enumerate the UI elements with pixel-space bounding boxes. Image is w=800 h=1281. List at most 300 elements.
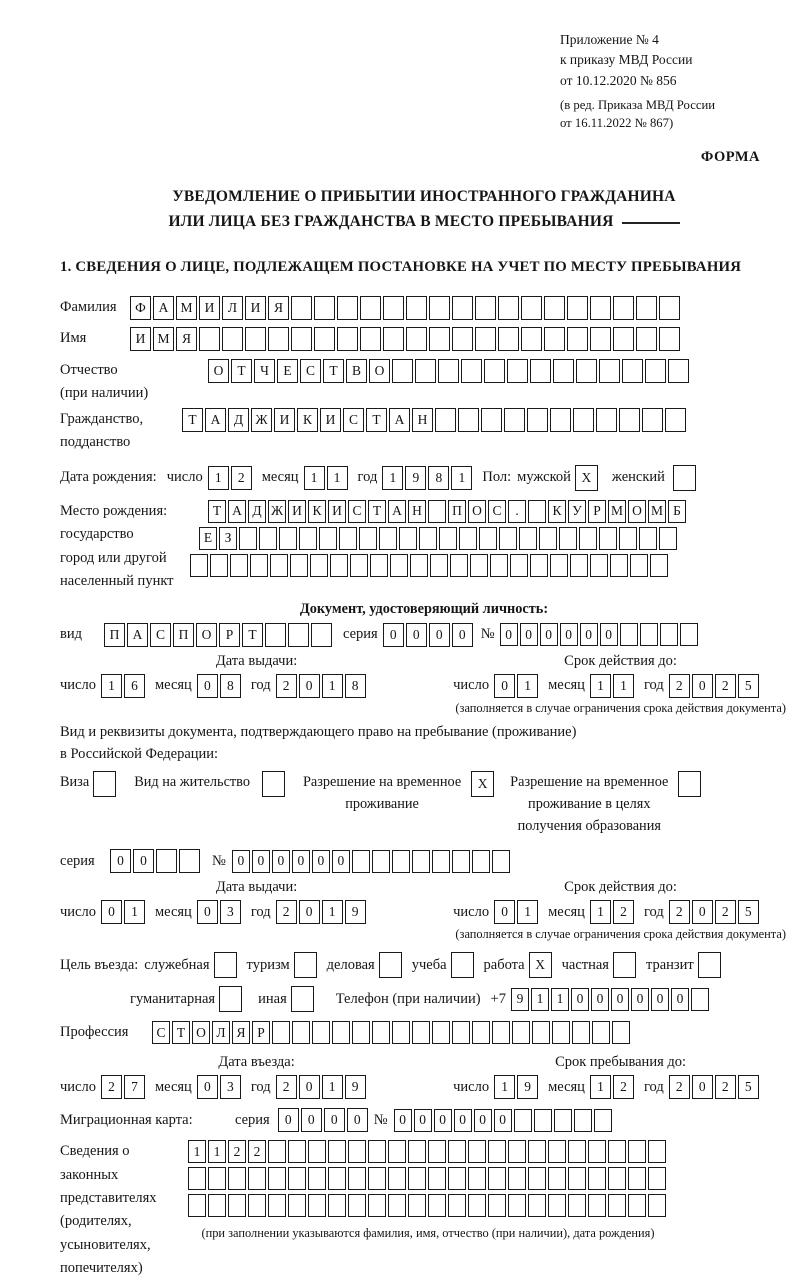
given-name-cell[interactable]: М — [153, 327, 174, 351]
profession-cell[interactable] — [352, 1021, 370, 1044]
residence-issue-day-cell[interactable]: 1 — [124, 900, 145, 924]
residence-issue-year-cell[interactable]: 1 — [322, 900, 343, 924]
purpose-tourism-checkbox[interactable] — [294, 952, 317, 978]
birth-place-cell[interactable]: Р — [588, 500, 606, 523]
entry-day-cell[interactable]: 2 — [101, 1075, 122, 1099]
representatives-cell[interactable] — [348, 1194, 366, 1217]
birth-place-cell[interactable] — [528, 500, 546, 523]
representatives-cell[interactable] — [628, 1167, 646, 1190]
patronymic-cell[interactable] — [392, 359, 413, 383]
identity-issue-day-cell[interactable]: 1 — [101, 674, 122, 698]
phone-cell[interactable]: 0 — [631, 988, 649, 1011]
identity-valid-day-cell[interactable]: 0 — [494, 674, 515, 698]
birth-place-cell[interactable] — [659, 527, 677, 550]
given-name-cell[interactable]: И — [130, 327, 151, 351]
surname-cell[interactable] — [659, 296, 680, 320]
birth-place-cell[interactable]: М — [648, 500, 666, 523]
patronymic-cell[interactable] — [599, 359, 620, 383]
residence-number-cell[interactable]: 0 — [272, 850, 290, 873]
representatives-cell[interactable] — [528, 1167, 546, 1190]
birth-place-cell[interactable] — [559, 527, 577, 550]
migration-series-cell[interactable]: 0 — [324, 1108, 345, 1132]
residence-number-cell[interactable] — [492, 850, 510, 873]
given-name-cell[interactable] — [337, 327, 358, 351]
representatives-cell[interactable] — [628, 1140, 646, 1163]
given-name-cell[interactable] — [475, 327, 496, 351]
phone-cell[interactable]: 0 — [571, 988, 589, 1011]
representatives-cell[interactable] — [288, 1194, 306, 1217]
residence-number-cell[interactable]: 0 — [292, 850, 310, 873]
representatives-cell[interactable] — [648, 1140, 666, 1163]
representatives-cell[interactable] — [428, 1140, 446, 1163]
migration-number-cell[interactable] — [594, 1109, 612, 1132]
residence-valid-month-cell[interactable]: 1 — [590, 900, 611, 924]
birth-place-cell[interactable] — [230, 554, 248, 577]
representatives-cell[interactable] — [308, 1194, 326, 1217]
identity-kind-cell[interactable]: О — [196, 623, 217, 647]
identity-valid-month-cell[interactable]: 1 — [613, 674, 634, 698]
representatives-cell[interactable] — [288, 1167, 306, 1190]
citizenship-cell[interactable]: Н — [412, 408, 433, 432]
patronymic-cell[interactable] — [530, 359, 551, 383]
identity-issue-month-cell[interactable]: 0 — [197, 674, 218, 698]
phone-cell[interactable]: 0 — [671, 988, 689, 1011]
birth-year-cell[interactable]: 1 — [382, 466, 403, 490]
representatives-cell[interactable] — [408, 1194, 426, 1217]
identity-series-cell[interactable]: 0 — [383, 623, 404, 647]
residence-number-cell[interactable]: 0 — [312, 850, 330, 873]
birth-place-cell[interactable]: А — [228, 500, 246, 523]
patronymic-cell[interactable]: С — [300, 359, 321, 383]
residence-number-cell[interactable]: 0 — [332, 850, 350, 873]
representatives-cell[interactable] — [468, 1194, 486, 1217]
given-name-cell[interactable] — [613, 327, 634, 351]
birth-place-cell[interactable] — [410, 554, 428, 577]
stay-until-day-cell[interactable]: 1 — [494, 1075, 515, 1099]
representatives-cell[interactable] — [368, 1194, 386, 1217]
identity-kind-cell[interactable] — [311, 623, 332, 647]
residence-series-cell[interactable] — [156, 849, 177, 873]
given-name-cell[interactable] — [544, 327, 565, 351]
stay-until-year-cell[interactable]: 0 — [692, 1075, 713, 1099]
identity-series-cell[interactable]: 0 — [452, 623, 473, 647]
purpose-other-checkbox[interactable] — [291, 986, 314, 1012]
surname-cell[interactable] — [521, 296, 542, 320]
given-name-cell[interactable] — [659, 327, 680, 351]
residence-number-cell[interactable] — [472, 850, 490, 873]
birth-place-cell[interactable] — [359, 527, 377, 550]
birth-place-cell[interactable] — [259, 527, 277, 550]
patronymic-cell[interactable] — [507, 359, 528, 383]
entry-year-cell[interactable]: 1 — [322, 1075, 343, 1099]
representatives-cell[interactable] — [568, 1167, 586, 1190]
migration-number-cell[interactable] — [534, 1109, 552, 1132]
profession-cell[interactable] — [392, 1021, 410, 1044]
residence-valid-year-cell[interactable]: 0 — [692, 900, 713, 924]
entry-year-cell[interactable]: 9 — [345, 1075, 366, 1099]
residence-number-cell[interactable] — [352, 850, 370, 873]
patronymic-cell[interactable]: Т — [231, 359, 252, 383]
residence-series-cell[interactable]: 0 — [133, 849, 154, 873]
temp-residence-checkbox[interactable]: X — [471, 771, 494, 797]
representatives-cell[interactable] — [408, 1167, 426, 1190]
patronymic-cell[interactable] — [645, 359, 666, 383]
stay-until-month-cell[interactable]: 1 — [590, 1075, 611, 1099]
birth-place-cell[interactable] — [570, 554, 588, 577]
representatives-cell[interactable] — [268, 1167, 286, 1190]
given-name-cell[interactable] — [268, 327, 289, 351]
representatives-cell[interactable] — [188, 1167, 206, 1190]
surname-cell[interactable] — [314, 296, 335, 320]
visa-checkbox[interactable] — [93, 771, 116, 797]
birth-place-cell[interactable] — [270, 554, 288, 577]
patronymic-cell[interactable] — [438, 359, 459, 383]
representatives-cell[interactable] — [508, 1140, 526, 1163]
purpose-humanitarian-checkbox[interactable] — [219, 986, 242, 1012]
surname-cell[interactable]: Я — [268, 296, 289, 320]
residence-valid-month-cell[interactable]: 2 — [613, 900, 634, 924]
birth-place-cell[interactable] — [490, 554, 508, 577]
representatives-cell[interactable] — [448, 1194, 466, 1217]
birth-day-cell[interactable]: 1 — [208, 466, 229, 490]
given-name-cell[interactable]: Я — [176, 327, 197, 351]
profession-cell[interactable] — [372, 1021, 390, 1044]
birth-place-cell[interactable] — [619, 527, 637, 550]
surname-cell[interactable] — [613, 296, 634, 320]
phone-cell[interactable]: 9 — [511, 988, 529, 1011]
representatives-cell[interactable] — [608, 1167, 626, 1190]
purpose-official-checkbox[interactable] — [214, 952, 237, 978]
migration-series-cell[interactable]: 0 — [278, 1108, 299, 1132]
birth-year-cell[interactable]: 8 — [428, 466, 449, 490]
profession-cell[interactable] — [272, 1021, 290, 1044]
representatives-cell[interactable] — [628, 1194, 646, 1217]
purpose-transit-checkbox[interactable] — [698, 952, 721, 978]
birth-place-cell[interactable]: К — [548, 500, 566, 523]
birth-place-cell[interactable] — [639, 527, 657, 550]
representatives-cell[interactable]: 2 — [228, 1140, 246, 1163]
representatives-cell[interactable] — [568, 1194, 586, 1217]
migration-series-cell[interactable]: 0 — [301, 1108, 322, 1132]
representatives-cell[interactable] — [488, 1167, 506, 1190]
representatives-cell[interactable] — [228, 1167, 246, 1190]
representatives-cell[interactable] — [648, 1167, 666, 1190]
representatives-cell[interactable] — [248, 1194, 266, 1217]
representatives-cell[interactable] — [428, 1167, 446, 1190]
citizenship-cell[interactable] — [619, 408, 640, 432]
migration-number-cell[interactable]: 0 — [474, 1109, 492, 1132]
birth-place-cell[interactable] — [450, 554, 468, 577]
profession-cell[interactable] — [532, 1021, 550, 1044]
representatives-cell[interactable] — [468, 1140, 486, 1163]
citizenship-cell[interactable]: С — [343, 408, 364, 432]
identity-number-cell[interactable]: 0 — [500, 623, 518, 646]
birth-place-cell[interactable] — [510, 554, 528, 577]
representatives-cell[interactable] — [308, 1140, 326, 1163]
profession-cell[interactable] — [292, 1021, 310, 1044]
migration-number-cell[interactable]: 0 — [494, 1109, 512, 1132]
purpose-study-checkbox[interactable] — [451, 952, 474, 978]
profession-cell[interactable]: Я — [232, 1021, 250, 1044]
surname-cell[interactable] — [567, 296, 588, 320]
entry-month-cell[interactable]: 0 — [197, 1075, 218, 1099]
given-name-cell[interactable] — [590, 327, 611, 351]
surname-cell[interactable] — [452, 296, 473, 320]
birth-place-cell[interactable] — [379, 527, 397, 550]
residence-series-cell[interactable] — [179, 849, 200, 873]
birth-place-cell[interactable] — [399, 527, 417, 550]
residence-valid-year-cell[interactable]: 2 — [715, 900, 736, 924]
identity-kind-cell[interactable] — [265, 623, 286, 647]
profession-cell[interactable] — [472, 1021, 490, 1044]
profession-cell[interactable] — [332, 1021, 350, 1044]
residence-number-cell[interactable]: 0 — [252, 850, 270, 873]
representatives-cell[interactable] — [348, 1167, 366, 1190]
patronymic-cell[interactable] — [668, 359, 689, 383]
citizenship-cell[interactable]: К — [297, 408, 318, 432]
birth-place-cell[interactable] — [190, 554, 208, 577]
phone-cell[interactable]: 0 — [651, 988, 669, 1011]
migration-series-cell[interactable]: 0 — [347, 1108, 368, 1132]
birth-place-cell[interactable] — [210, 554, 228, 577]
residence-issue-month-cell[interactable]: 3 — [220, 900, 241, 924]
identity-kind-cell[interactable]: Р — [219, 623, 240, 647]
birth-place-cell[interactable]: О — [468, 500, 486, 523]
temp-residence-education-checkbox[interactable] — [678, 771, 701, 797]
representatives-cell[interactable] — [488, 1140, 506, 1163]
citizenship-cell[interactable]: А — [389, 408, 410, 432]
birth-place-cell[interactable]: И — [288, 500, 306, 523]
representatives-cell[interactable] — [528, 1140, 546, 1163]
birth-place-cell[interactable]: Б — [668, 500, 686, 523]
purpose-business-checkbox[interactable] — [379, 952, 402, 978]
citizenship-cell[interactable]: Ж — [251, 408, 272, 432]
patronymic-cell[interactable] — [415, 359, 436, 383]
birth-place-cell[interactable] — [419, 527, 437, 550]
identity-valid-year-cell[interactable]: 5 — [738, 674, 759, 698]
birth-place-cell[interactable]: П — [448, 500, 466, 523]
profession-cell[interactable] — [552, 1021, 570, 1044]
identity-kind-cell[interactable]: А — [127, 623, 148, 647]
birth-place-cell[interactable] — [599, 527, 617, 550]
birth-place-cell[interactable] — [650, 554, 668, 577]
given-name-cell[interactable] — [314, 327, 335, 351]
birth-place-cell[interactable] — [330, 554, 348, 577]
identity-issue-day-cell[interactable]: 6 — [124, 674, 145, 698]
representatives-cell[interactable] — [228, 1194, 246, 1217]
profession-cell[interactable] — [492, 1021, 510, 1044]
citizenship-cell[interactable] — [504, 408, 525, 432]
patronymic-cell[interactable]: Т — [323, 359, 344, 383]
representatives-cell[interactable] — [448, 1140, 466, 1163]
identity-issue-month-cell[interactable]: 8 — [220, 674, 241, 698]
residence-number-cell[interactable] — [412, 850, 430, 873]
birth-place-cell[interactable]: Т — [208, 500, 226, 523]
patronymic-cell[interactable]: Е — [277, 359, 298, 383]
residence-issue-year-cell[interactable]: 9 — [345, 900, 366, 924]
given-name-cell[interactable] — [360, 327, 381, 351]
birth-place-cell[interactable] — [279, 527, 297, 550]
surname-cell[interactable] — [498, 296, 519, 320]
citizenship-cell[interactable] — [527, 408, 548, 432]
birth-place-cell[interactable]: Д — [248, 500, 266, 523]
profession-cell[interactable]: Л — [212, 1021, 230, 1044]
representatives-cell[interactable] — [448, 1167, 466, 1190]
entry-day-cell[interactable]: 7 — [124, 1075, 145, 1099]
birth-place-cell[interactable]: И — [328, 500, 346, 523]
representatives-cell[interactable] — [488, 1194, 506, 1217]
citizenship-cell[interactable] — [435, 408, 456, 432]
residence-issue-day-cell[interactable]: 0 — [101, 900, 122, 924]
surname-cell[interactable] — [406, 296, 427, 320]
residence-number-cell[interactable] — [452, 850, 470, 873]
birth-place-cell[interactable] — [299, 527, 317, 550]
identity-series-cell[interactable]: 0 — [406, 623, 427, 647]
birth-place-cell[interactable]: Т — [368, 500, 386, 523]
birth-place-cell[interactable] — [539, 527, 557, 550]
birth-year-cell[interactable]: 9 — [405, 466, 426, 490]
birth-place-cell[interactable] — [350, 554, 368, 577]
surname-cell[interactable] — [360, 296, 381, 320]
surname-cell[interactable] — [590, 296, 611, 320]
profession-cell[interactable] — [592, 1021, 610, 1044]
entry-year-cell[interactable]: 2 — [276, 1075, 297, 1099]
identity-issue-year-cell[interactable]: 0 — [299, 674, 320, 698]
profession-cell[interactable] — [412, 1021, 430, 1044]
citizenship-cell[interactable]: Д — [228, 408, 249, 432]
citizenship-cell[interactable]: А — [205, 408, 226, 432]
patronymic-cell[interactable] — [484, 359, 505, 383]
residence-number-cell[interactable]: 0 — [232, 850, 250, 873]
birth-place-cell[interactable]: Ж — [268, 500, 286, 523]
surname-cell[interactable]: Ф — [130, 296, 151, 320]
identity-kind-cell[interactable]: П — [173, 623, 194, 647]
given-name-cell[interactable] — [245, 327, 266, 351]
citizenship-cell[interactable] — [573, 408, 594, 432]
identity-number-cell[interactable]: 0 — [560, 623, 578, 646]
birth-place-cell[interactable] — [250, 554, 268, 577]
representatives-cell[interactable] — [648, 1194, 666, 1217]
birth-place-cell[interactable] — [610, 554, 628, 577]
representatives-cell[interactable] — [588, 1140, 606, 1163]
residence-valid-year-cell[interactable]: 5 — [738, 900, 759, 924]
representatives-cell[interactable]: 1 — [188, 1140, 206, 1163]
residence-series-cell[interactable]: 0 — [110, 849, 131, 873]
citizenship-cell[interactable] — [550, 408, 571, 432]
birth-place-cell[interactable] — [630, 554, 648, 577]
representatives-cell[interactable] — [368, 1140, 386, 1163]
profession-cell[interactable] — [452, 1021, 470, 1044]
representatives-cell[interactable] — [468, 1167, 486, 1190]
representatives-cell[interactable] — [328, 1167, 346, 1190]
identity-number-cell[interactable]: 0 — [540, 623, 558, 646]
residence-valid-day-cell[interactable]: 1 — [517, 900, 538, 924]
given-name-cell[interactable] — [452, 327, 473, 351]
surname-cell[interactable] — [337, 296, 358, 320]
citizenship-cell[interactable] — [665, 408, 686, 432]
citizenship-cell[interactable] — [642, 408, 663, 432]
citizenship-cell[interactable] — [481, 408, 502, 432]
migration-number-cell[interactable]: 0 — [414, 1109, 432, 1132]
profession-cell[interactable] — [512, 1021, 530, 1044]
birth-month-cell[interactable]: 1 — [327, 466, 348, 490]
profession-cell[interactable]: Т — [172, 1021, 190, 1044]
given-name-cell[interactable] — [222, 327, 243, 351]
surname-cell[interactable] — [636, 296, 657, 320]
birth-place-cell[interactable]: Н — [408, 500, 426, 523]
patronymic-cell[interactable]: Ч — [254, 359, 275, 383]
purpose-work-checkbox[interactable]: X — [529, 952, 552, 978]
migration-number-cell[interactable]: 0 — [434, 1109, 452, 1132]
migration-number-cell[interactable]: 0 — [454, 1109, 472, 1132]
representatives-cell[interactable] — [608, 1194, 626, 1217]
surname-cell[interactable]: Л — [222, 296, 243, 320]
citizenship-cell[interactable]: Т — [366, 408, 387, 432]
birth-place-cell[interactable]: З — [219, 527, 237, 550]
identity-number-cell[interactable]: 0 — [600, 623, 618, 646]
birth-place-cell[interactable] — [370, 554, 388, 577]
representatives-cell[interactable] — [508, 1167, 526, 1190]
representatives-cell[interactable] — [348, 1140, 366, 1163]
entry-year-cell[interactable]: 0 — [299, 1075, 320, 1099]
given-name-cell[interactable] — [521, 327, 542, 351]
birth-place-cell[interactable] — [479, 527, 497, 550]
sex-male-checkbox[interactable]: X — [575, 465, 598, 491]
identity-valid-year-cell[interactable]: 2 — [669, 674, 690, 698]
surname-cell[interactable] — [475, 296, 496, 320]
identity-valid-year-cell[interactable]: 2 — [715, 674, 736, 698]
residence-issue-month-cell[interactable]: 0 — [197, 900, 218, 924]
birth-place-cell[interactable] — [428, 500, 446, 523]
representatives-cell[interactable] — [388, 1167, 406, 1190]
identity-issue-year-cell[interactable]: 2 — [276, 674, 297, 698]
patronymic-cell[interactable] — [461, 359, 482, 383]
representatives-cell[interactable] — [548, 1167, 566, 1190]
representatives-cell[interactable] — [188, 1194, 206, 1217]
surname-cell[interactable]: И — [245, 296, 266, 320]
representatives-cell[interactable]: 2 — [248, 1140, 266, 1163]
birth-month-cell[interactable]: 1 — [304, 466, 325, 490]
residence-permit-checkbox[interactable] — [262, 771, 285, 797]
identity-number-cell[interactable]: 0 — [520, 623, 538, 646]
citizenship-cell[interactable]: И — [274, 408, 295, 432]
representatives-cell[interactable]: 1 — [208, 1140, 226, 1163]
representatives-cell[interactable] — [328, 1194, 346, 1217]
identity-number-cell[interactable] — [620, 623, 638, 646]
identity-kind-cell[interactable] — [288, 623, 309, 647]
entry-month-cell[interactable]: 3 — [220, 1075, 241, 1099]
identity-kind-cell[interactable]: С — [150, 623, 171, 647]
birth-place-cell[interactable] — [519, 527, 537, 550]
representatives-cell[interactable] — [328, 1140, 346, 1163]
given-name-cell[interactable] — [383, 327, 404, 351]
patronymic-cell[interactable]: О — [208, 359, 229, 383]
birth-place-cell[interactable] — [590, 554, 608, 577]
representatives-cell[interactable] — [388, 1140, 406, 1163]
profession-cell[interactable]: Р — [252, 1021, 270, 1044]
profession-cell[interactable]: С — [152, 1021, 170, 1044]
representatives-cell[interactable] — [268, 1194, 286, 1217]
phone-cell[interactable]: 1 — [531, 988, 549, 1011]
identity-valid-year-cell[interactable]: 0 — [692, 674, 713, 698]
residence-number-cell[interactable] — [432, 850, 450, 873]
birth-place-cell[interactable] — [550, 554, 568, 577]
purpose-private-checkbox[interactable] — [613, 952, 636, 978]
phone-cell[interactable]: 1 — [551, 988, 569, 1011]
migration-number-cell[interactable] — [554, 1109, 572, 1132]
identity-series-cell[interactable]: 0 — [429, 623, 450, 647]
representatives-cell[interactable] — [368, 1167, 386, 1190]
